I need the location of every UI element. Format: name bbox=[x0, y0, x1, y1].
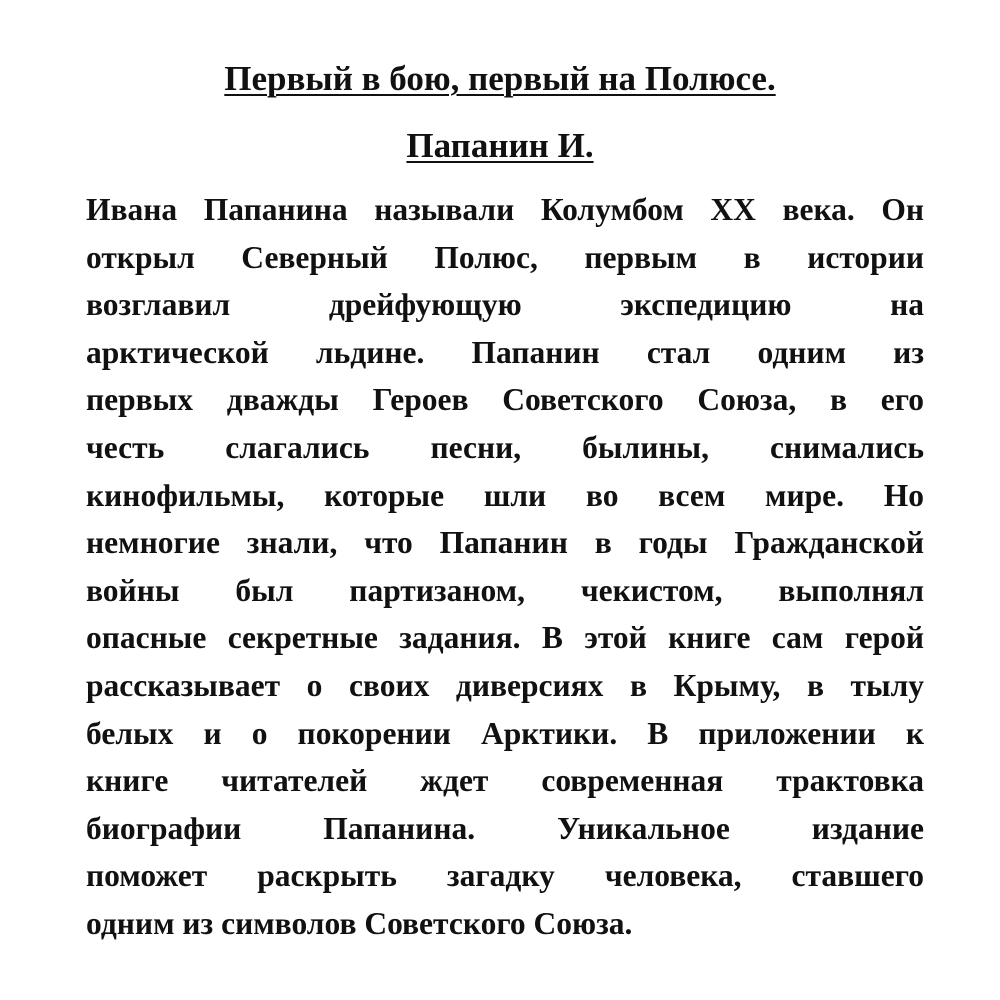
paragraph-line: открыл Северный Полюс, первым в истории bbox=[86, 239, 924, 275]
paragraph-line: одним из символов Советского Союза. bbox=[86, 905, 633, 941]
paragraph-line: Ивана Папанина называли Колумбом XX века. Он bbox=[86, 192, 924, 227]
paragraph-line: возглавил дрейфующую экспедицию на bbox=[86, 287, 924, 323]
paragraph-line: немногие знали, что Папанин в годы Гражданской bbox=[86, 525, 924, 561]
paragraph-line: поможет раскрыть загадку человека, ставшего bbox=[86, 858, 924, 894]
paragraph-line: опасные секретные задания. В этой книге сам герой bbox=[86, 620, 924, 656]
paragraph-line: белых и о покорении Арктики. В приложении к bbox=[86, 715, 924, 751]
paragraph-line: рассказывает о своих диверсиях в Крыму, в тылу bbox=[86, 667, 924, 703]
paragraph-line: честь слагались песни, былины, снимались bbox=[86, 429, 924, 465]
document-title: Первый в бою, первый на Полюсе. bbox=[224, 59, 776, 98]
paragraph-line: биографии Папанина. Уникальное издание bbox=[86, 810, 924, 846]
paragraph-line: первых дважды Героев Советского Союза, в его bbox=[86, 382, 924, 418]
paragraph-line: книге читателей ждет современная трактовка bbox=[86, 763, 924, 799]
paragraph-line: кинофильмы, которые шли во всем мире. Но bbox=[86, 477, 924, 513]
description-paragraph bbox=[86, 186, 924, 948]
paragraph-line: войны был партизаном, чекистом, выполнял bbox=[86, 572, 924, 608]
author-name: Папанин И. bbox=[406, 126, 594, 165]
paragraph-line: арктической льдине. Папанин стал одним из bbox=[86, 334, 924, 370]
